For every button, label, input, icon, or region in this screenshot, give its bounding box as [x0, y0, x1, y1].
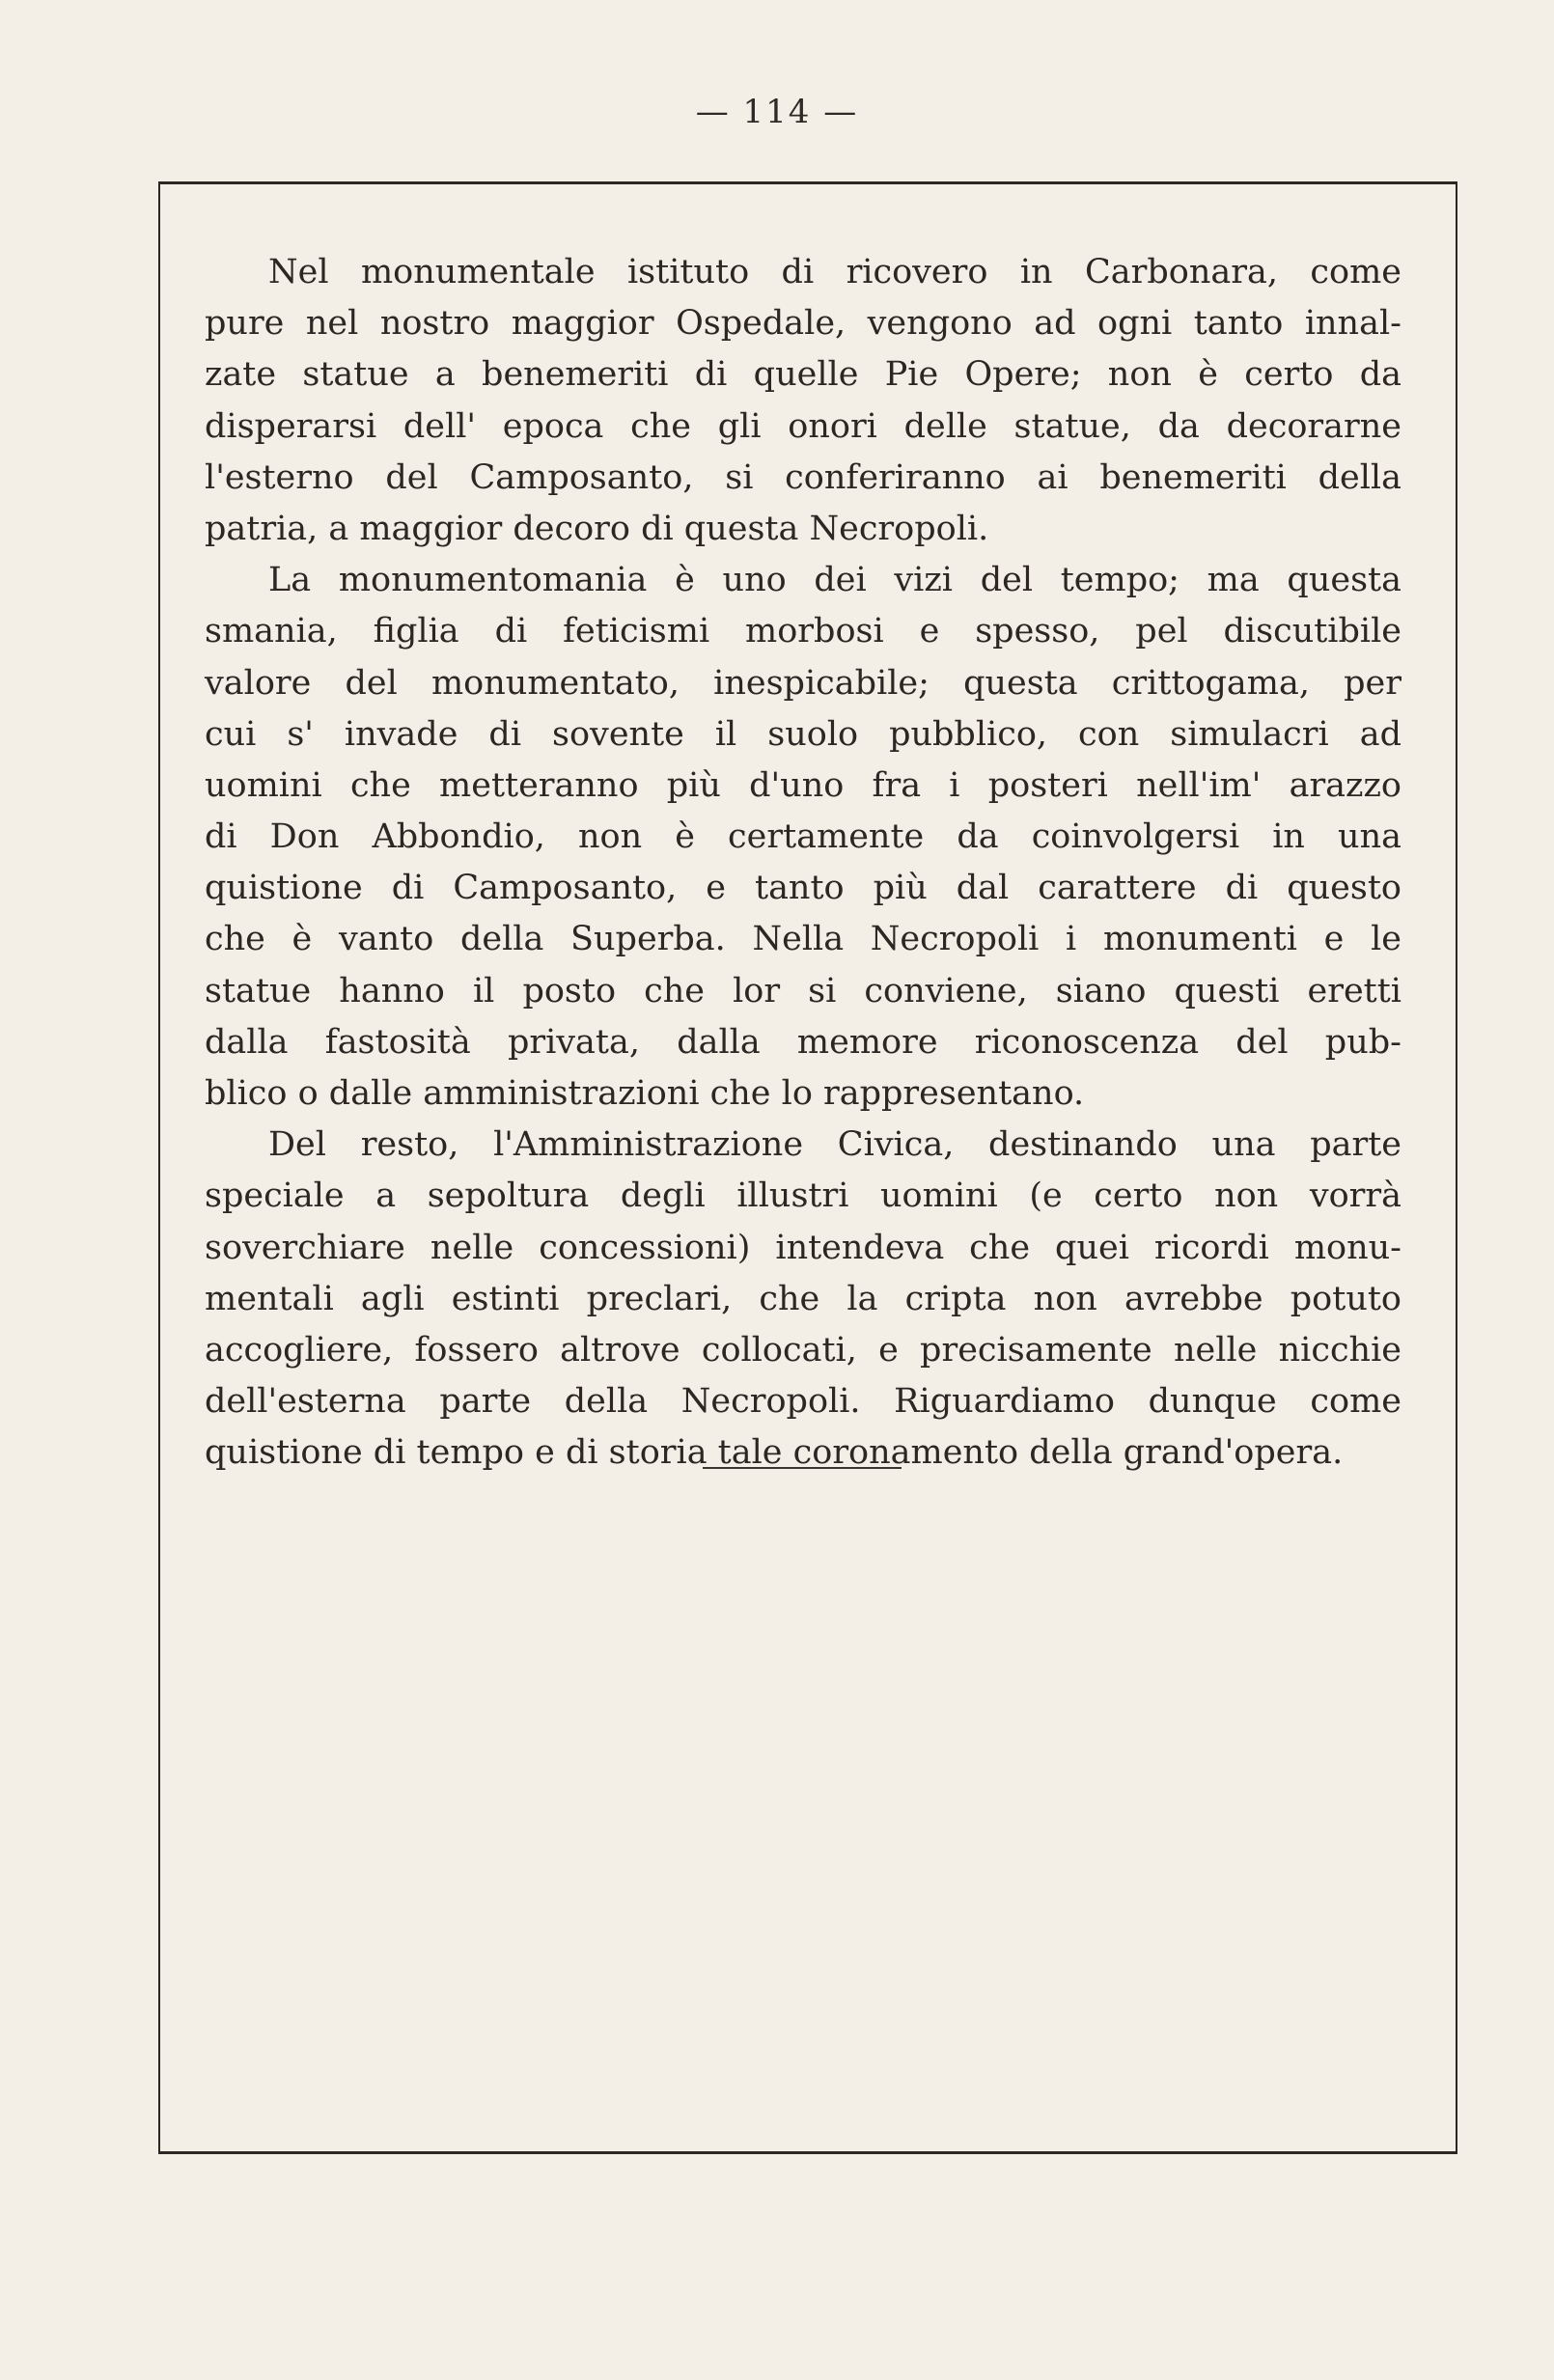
text-line: di Don Abbondio, non è certamente da coinvolgersi in una: [205, 817, 1401, 857]
paragraph: [205, 555, 1401, 1120]
text-line: patria, a maggior decoro di questa Necropoli.: [205, 509, 989, 548]
paragraph: [205, 1120, 1401, 1479]
text-line: cui s' invade di sovente il suolo pubblico, con simulacri ad: [205, 714, 1401, 754]
text-line: quistione di tempo e di storia tale coronamento della grand'opera.: [205, 1433, 1344, 1473]
text-line: uomini che metteranno più d'uno fra i posteri nell'im' arazzo: [205, 765, 1401, 805]
text-line: smania, figlia di feticismi morbosi e spesso, pel discutibile: [205, 612, 1401, 651]
text-line: blico o dalle amministrazioni che lo rappresentano.: [205, 1074, 1085, 1113]
section-rule: [703, 1467, 902, 1469]
text-line: pure nel nostro maggior Ospedale, vengono ad ogni tanto innal-: [205, 304, 1401, 344]
text-line: accogliere, fossero altrove collocati, e precisamente nelle nicchie: [205, 1330, 1401, 1370]
text-line: valore del monumentato, inespicabile; questa crittogama, per: [205, 663, 1401, 703]
text-line: l'esterno del Camposanto, si conferiranno ai benemeriti della: [205, 457, 1401, 497]
text-line: zate statue a benemeriti di quelle Pie Opere; non è certo da: [205, 355, 1401, 395]
text-line: dalla fastosità privata, dalla memore riconoscenza del pub-: [205, 1022, 1401, 1062]
text-line: statue hanno il posto che lor si conviene, siano questi eretti: [205, 971, 1401, 1010]
text-line: Nel monumentale istituto di ricovero in Carbonara, come: [268, 253, 1401, 291]
text-line: speciale a sepoltura degli illustri uomini (e certo non vorrà: [205, 1176, 1401, 1216]
text-line: disperarsi dell' epoca che gli onori delle statue, da decorarne: [205, 406, 1401, 446]
text-line: Del resto, l'Amministrazione Civica, destinando una parte: [268, 1125, 1401, 1165]
text-line: quistione di Camposanto, e tanto più dal carattere di questo: [205, 869, 1401, 908]
text-line: dell'esterna parte della Necropoli. Riguardiamo dunque come: [205, 1382, 1401, 1422]
text-line: che è vanto della Superba. Nella Necropoli i monumenti e le: [205, 920, 1401, 959]
body-text: [205, 247, 1401, 1480]
paragraph: [205, 247, 1401, 555]
page-number: — 114 —: [695, 93, 859, 131]
text-line: La monumentomania è uno dei vizi del tempo; ma questa: [268, 561, 1401, 600]
text-line: soverchiare nelle concessioni) intendeva che quei ricordi monu-: [205, 1228, 1401, 1267]
text-line: mentali agli estinti preclari, che la cripta non avrebbe potuto: [205, 1279, 1401, 1318]
